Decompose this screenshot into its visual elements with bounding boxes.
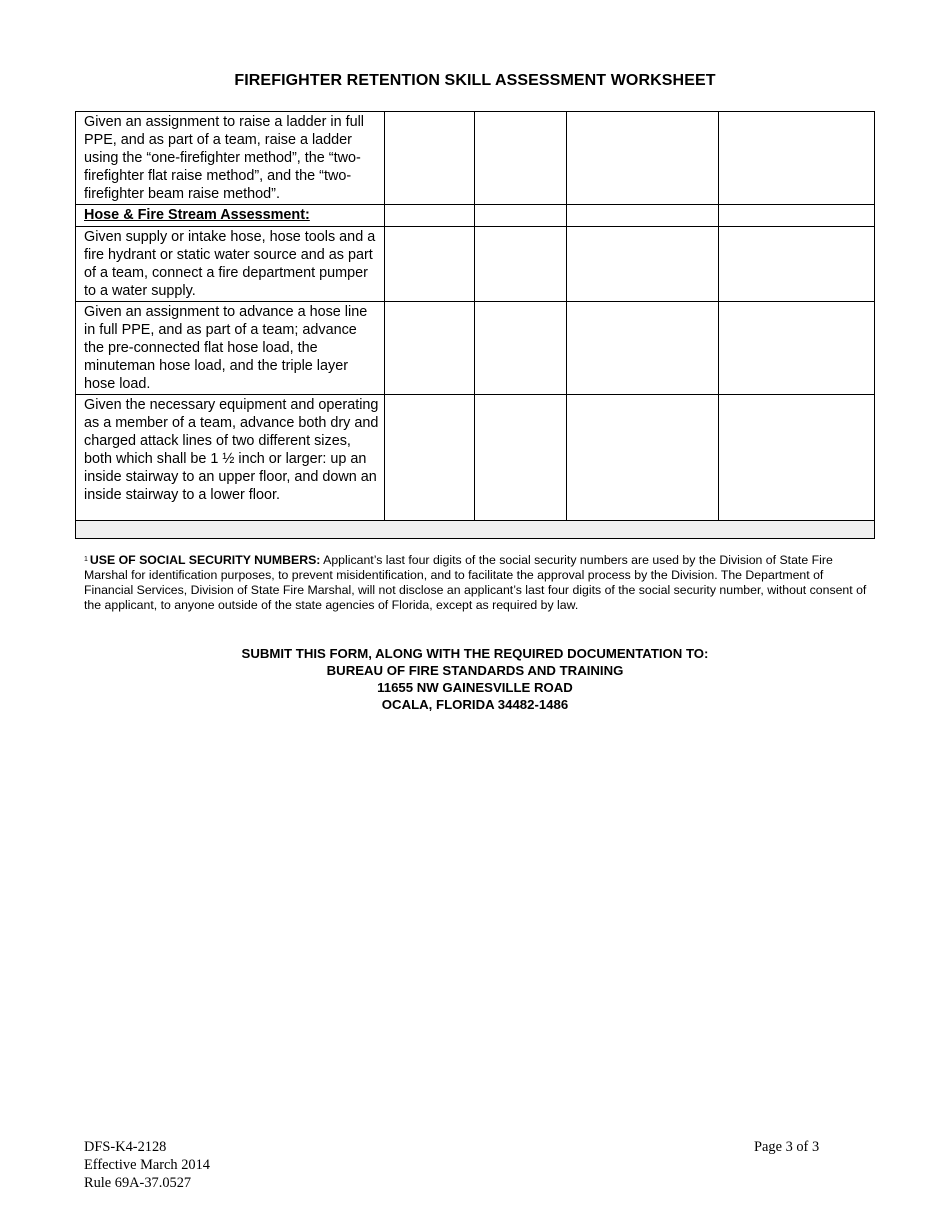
footnote-marker: 1 xyxy=(84,556,88,563)
city-state-zip: OCALA, FLORIDA 34482-1486 xyxy=(381,697,569,712)
skill-description: Given the necessary equipment and operating as a member of a team, advance both dry and charged attack lines of two different sizes, both which shall be 1 ½ inch or larger: up an inside stairway to an upper floor, and down an inside stairway to a lower floor. xyxy=(76,395,385,521)
footnote-label: USE OF SOCIAL SECURITY NUMBERS: xyxy=(89,553,321,567)
form-info xyxy=(84,1138,210,1192)
skill-description: Given supply or intake hose, hose tools and a fire hydrant or static water source and as part of a team, connect a fire department pumper to a water supply. xyxy=(76,227,385,302)
bureau-name: BUREAU OF FIRE STANDARDS AND TRAINING xyxy=(326,663,624,678)
table-row xyxy=(76,395,875,521)
table-cell xyxy=(719,205,875,227)
section-heading-label: Hose & Fire Stream Assessment: xyxy=(84,207,310,223)
skill-description: Given an assignment to advance a hose line in full PPE, and as part of a team; advance the pre-connected flat hose load, the minuteman hose load, and the triple layer hose load. xyxy=(76,302,385,395)
table-cell xyxy=(475,227,567,302)
table-cell xyxy=(475,205,567,227)
street-address: 11655 NW GAINESVILLE ROAD xyxy=(377,680,573,695)
page-number: Page 3 of 3 xyxy=(754,1139,820,1155)
section-heading xyxy=(76,205,385,227)
rule-number: Rule 69A-37.0527 xyxy=(84,1175,192,1191)
table-cell xyxy=(475,395,567,521)
page-title: FIREFIGHTER RETENTION SKILL ASSESSMENT WORKSHEET xyxy=(234,72,716,89)
table-row xyxy=(76,112,875,205)
shaded-cell xyxy=(76,521,875,539)
effective-date: Effective March 2014 xyxy=(84,1157,211,1173)
table-cell xyxy=(385,302,475,395)
table-cell xyxy=(385,395,475,521)
table-cell xyxy=(385,112,475,205)
footnote-text: Applicant’s last four digits of the social security numbers are used by the Division of State Fire Marshal for identification purposes, to prevent misidentification, and to facilitate the approval process by the Division. The Department of Financial Services, Division of State Fire Marshal, will not disclose an applicant’s last four digits of the social security number, without consent of the applicant, to anyone outside of the state agencies of Florida, except as required by law. xyxy=(84,553,867,612)
skill-assessment-table xyxy=(75,111,875,539)
shaded-row xyxy=(76,521,875,539)
submit-instruction: SUBMIT THIS FORM, ALONG WITH THE REQUIRED DOCUMENTATION TO: xyxy=(241,646,709,661)
table-row xyxy=(76,227,875,302)
table-row xyxy=(76,302,875,395)
table-cell xyxy=(385,227,475,302)
table-cell xyxy=(719,227,875,302)
table-cell xyxy=(385,205,475,227)
table-cell xyxy=(719,302,875,395)
table-cell xyxy=(567,395,719,521)
form-number: DFS-K4-2128 xyxy=(84,1139,167,1155)
table-cell xyxy=(567,227,719,302)
submit-address-block xyxy=(0,645,950,713)
table-cell xyxy=(719,112,875,205)
table-cell xyxy=(475,112,567,205)
footnote xyxy=(84,553,869,613)
table-cell xyxy=(719,395,875,521)
table-cell xyxy=(567,302,719,395)
table-cell xyxy=(567,205,719,227)
table-row xyxy=(76,205,875,227)
skill-description: Given an assignment to raise a ladder in full PPE, and as part of a team, raise a ladder using the “one-firefighter method”, the “two-firefighter flat raise method”, and the “two-firefighter beam raise method”. xyxy=(76,112,385,205)
table-cell xyxy=(475,302,567,395)
table-cell xyxy=(567,112,719,205)
